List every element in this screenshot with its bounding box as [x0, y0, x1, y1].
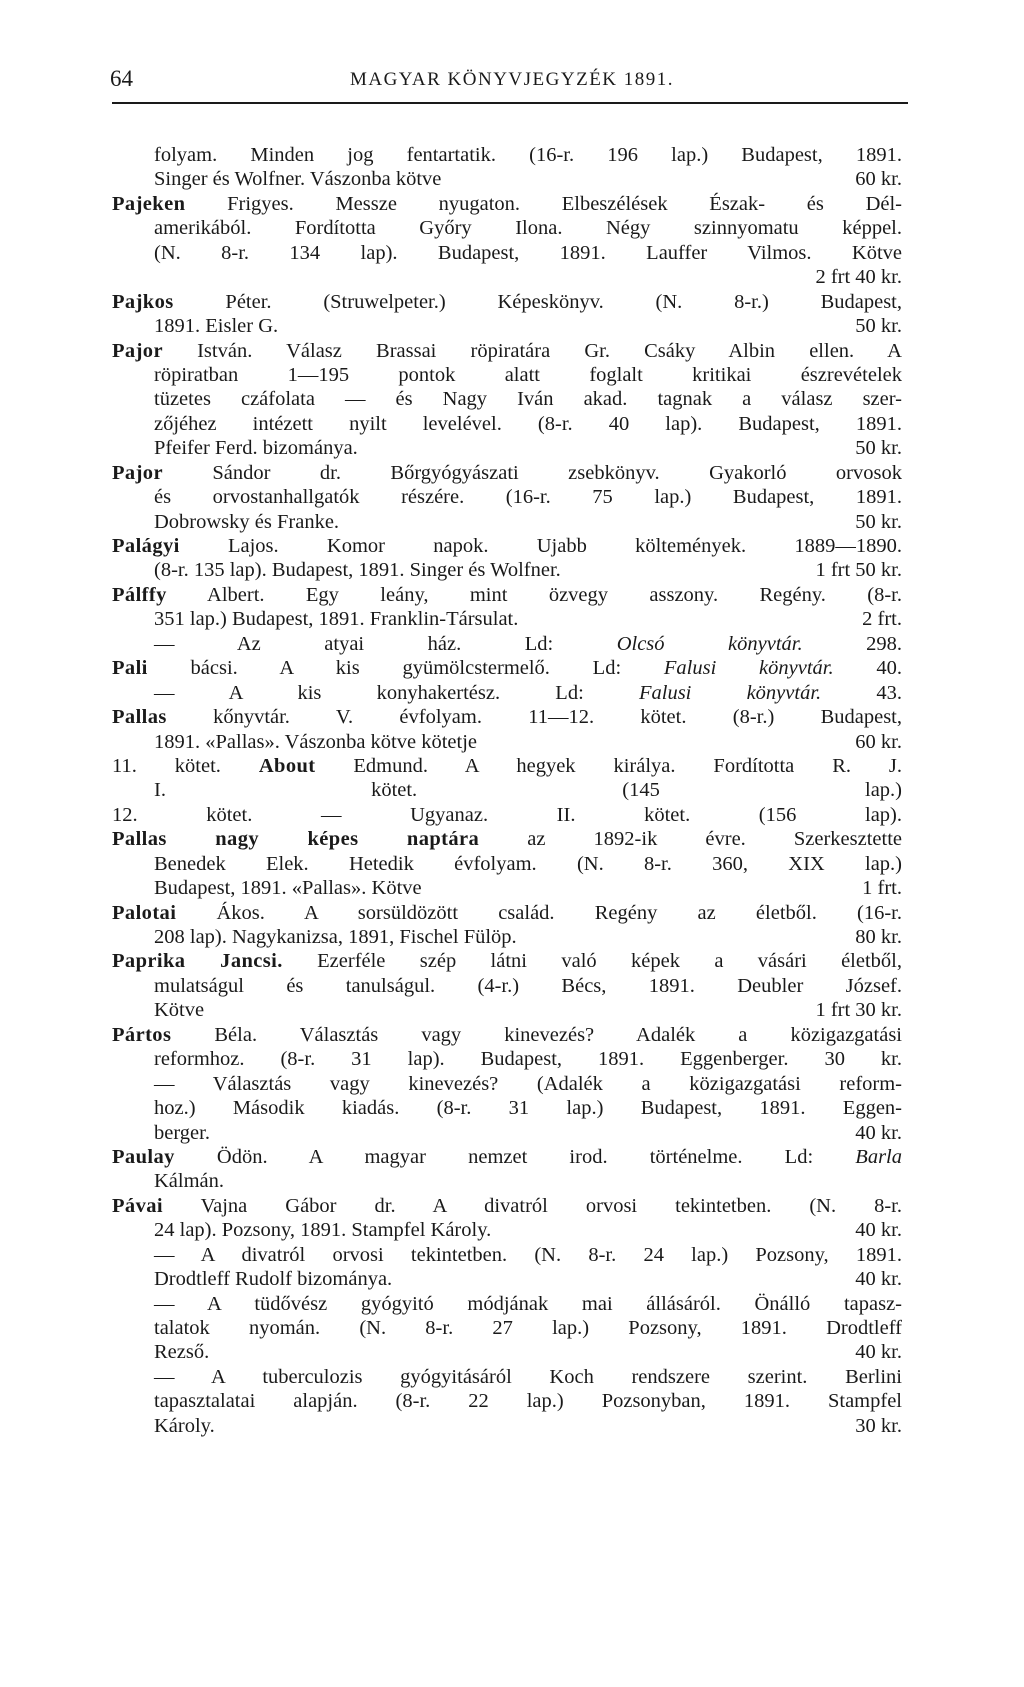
entry-text: Sándor dr. Bőrgyógyászati zsebkönyv. Gyakorló orvosok: [162, 461, 902, 484]
entry-text: 43.: [821, 681, 902, 704]
entry-text: tapasztalatai alapján. (8-r. 22 lap.) Pozsonyban, 1891. Stampfel: [154, 1390, 902, 1413]
entry-line: [154, 607, 902, 631]
price: 40 kr.: [855, 1341, 902, 1364]
entry-lead-word: Paprika Jancsi.: [112, 950, 283, 973]
series-title: Olcsó könyvtár.: [616, 632, 803, 655]
entry-lead-word: Pártos: [112, 1023, 172, 1046]
entry-text: Frigyes. Messze nyugaton. Elbeszélések Észak- és Dél-: [185, 192, 902, 215]
entry-line: [112, 339, 902, 363]
entry-line: [154, 778, 902, 802]
entry-text: Ezerféle szép látni való képek a vásári életből,: [282, 950, 902, 973]
entry-lead-word: Paulay: [112, 1145, 175, 1168]
entry-text: 40.: [833, 657, 902, 680]
entry-lead-word: Pálffy: [112, 583, 167, 606]
entry-line: [154, 167, 902, 191]
entry-text: 298.: [802, 632, 903, 655]
entry-line: [154, 510, 902, 534]
entry-line: [112, 583, 902, 607]
entry-line: [154, 1243, 902, 1267]
bibliography-entries: [112, 143, 902, 1438]
entry-text: 1891. Eisler G.: [154, 315, 279, 338]
entry-line: [154, 412, 902, 436]
entry-line: [154, 241, 902, 265]
entry-line: [154, 1414, 902, 1438]
price: 1 frt 50 kr.: [815, 559, 902, 582]
entry-line: [154, 1267, 902, 1291]
entry-line: [112, 534, 902, 558]
entry-line: [112, 656, 902, 680]
entry-line: [112, 754, 902, 778]
price: 1 frt.: [862, 877, 902, 900]
entry-lead-word: Palágyi: [112, 535, 180, 557]
entry-text: István. Válasz Brassai röpiratára Gr. Csáky Albin ellen. A: [162, 339, 902, 362]
entry-text: Drodtleff Rudolf bizománya.: [154, 1268, 393, 1291]
entry-text: — Választás vagy kinevezés? (Adalék a közigazgatási reform-: [154, 1072, 902, 1095]
header-rule: [112, 102, 908, 104]
page-number: 64: [110, 66, 133, 91]
entry-line: [112, 803, 902, 827]
entry-line: [154, 558, 902, 582]
entry-line: [154, 265, 902, 289]
entry-line: [154, 216, 902, 240]
running-title: MAGYAR KÖNYVJEGYZÉK 1891.: [349, 69, 675, 90]
entry-text: Edmund. A hegyek királya. Fordította R. J.: [315, 754, 903, 777]
entry-line: [112, 949, 902, 973]
entry-line: [154, 1072, 902, 1096]
entry-line: [112, 827, 902, 851]
entry-lead-word: Pali: [112, 657, 148, 680]
entry-lead-word: Pallas: [112, 706, 167, 729]
entry-line: [112, 901, 902, 925]
entry-line: [154, 730, 902, 754]
entry-line: [154, 1292, 902, 1316]
entry-lead-word: About: [258, 754, 316, 777]
entry-text: amerikából. Fordította Győry Ilona. Négy szinnyomatu képpel.: [154, 217, 902, 240]
entry-text: Vajna Gábor dr. A divatról orvosi tekintetben. (N. 8-r.: [162, 1194, 902, 1217]
entry-text: 208 lap). Nagykanizsa, 1891, Fischel Fülöp.: [154, 926, 517, 948]
entry-text: Pfeifer Ferd. bizománya.: [154, 437, 358, 460]
entry-text: Benedek Elek. Hetedik évfolyam. (N. 8-r. 360, XIX lap.): [154, 852, 902, 875]
entry-text: talatok nyomán. (N. 8-r. 27 lap.) Pozsony, 1891. Drodtleff: [154, 1317, 902, 1339]
entry-line: [154, 436, 902, 460]
entry-text: bácsi. A kis gyümölcstermelő. Ld:: [147, 657, 664, 680]
entry-text: 11. kötet.: [112, 754, 259, 777]
entry-text: az 1892-ik évre. Szerkesztette: [479, 828, 903, 851]
entry-line: [112, 1194, 902, 1218]
entry-line: [154, 925, 902, 949]
entry-text: 12. kötet. — Ugyanaz. II. kötet. (156 lap).: [112, 803, 902, 826]
entry-lead-word: Palotai: [112, 901, 177, 924]
entry-text: 24 lap). Pozsony, 1891. Stampfel Károly.: [154, 1219, 492, 1242]
entry-text: — A kis konyhakertész. Ld:: [154, 681, 639, 704]
entry-text: Kötve: [154, 999, 205, 1022]
entry-text: (N. 8-r. 134 lap). Budapest, 1891. Lauffer Vilmos. Kötve: [154, 241, 902, 264]
page-header: [0, 0, 1024, 110]
entry-line: [112, 705, 902, 729]
entry-line: [154, 363, 902, 387]
price: 1 frt 30 kr.: [815, 999, 902, 1022]
price: 60 kr.: [855, 730, 902, 753]
entry-text: Albert. Egy leány, mint özvegy asszony. Regény. (8-r.: [166, 583, 902, 606]
entry-line: [154, 1218, 902, 1242]
entry-line: [112, 1145, 902, 1169]
entry-text: Ödön. A magyar nemzet irod. történelme. Ld:: [174, 1145, 856, 1168]
price: 60 kr.: [855, 168, 902, 191]
entry-text: röpiratban 1—195 pontok alatt foglalt kritikai észrevételek: [154, 363, 902, 386]
series-title: Barla: [855, 1145, 902, 1168]
entry-text: folyam. Minden jog fentartatik. (16-r. 196 lap.) Budapest, 1891.: [154, 144, 902, 166]
price: 50 kr.: [855, 510, 902, 533]
entry-text: Ákos. A sorsüldözött család. Regény az életből. (16-r.: [176, 901, 902, 924]
entry-lead-word: Pajkos: [112, 290, 174, 313]
entry-text: 1891. «Pallas». Vászonba kötve kötetje: [154, 730, 478, 753]
entry-text: — A tüdővész gyógyitó módjának mai állásáról. Önálló tapasz-: [154, 1292, 902, 1315]
entry-lead-word: Pajeken: [112, 192, 186, 215]
entry-line: [154, 1340, 902, 1364]
entry-line: [112, 192, 902, 216]
entry-text: mulatságul és tanulságul. (4-r.) Bécs, 1891. Deubler József.: [154, 974, 902, 997]
entry-line: [154, 681, 902, 705]
price: 40 kr.: [855, 1219, 902, 1242]
entry-line: [154, 876, 902, 900]
price: 30 kr.: [855, 1414, 902, 1437]
entry-lead-word: Pávai: [112, 1194, 163, 1217]
entry-text: tüzetes czáfolata — és Nagy Iván akad. tagnak a válasz szer-: [154, 388, 902, 411]
entry-line: [154, 1096, 902, 1120]
entry-text: Lajos. Komor napok. Ujabb költemények. 1889—1890.: [179, 535, 902, 557]
entry-line: [154, 143, 902, 167]
entry-text: Dobrowsky és Franke.: [154, 510, 340, 533]
entry-text: berger.: [154, 1121, 210, 1144]
entry-line: [154, 1169, 902, 1193]
entry-line: [154, 1121, 902, 1145]
entry-line: [112, 290, 902, 314]
entry-line: [154, 1365, 902, 1389]
entry-text: és orvostanhallgatók részére. (16-r. 75 lap.) Budapest, 1891.: [154, 486, 902, 509]
entry-line: [154, 974, 902, 998]
entry-line: [154, 632, 902, 656]
entry-text: kőnyvtár. V. évfolyam. 11—12. kötet. (8-r.) Budapest,: [166, 706, 902, 729]
entry-line: [154, 485, 902, 509]
entry-text: — A divatról orvosi tekintetben. (N. 8-r. 24 lap.) Pozsony, 1891.: [154, 1243, 902, 1266]
price: 40 kr.: [855, 1268, 902, 1291]
entry-text: Péter. (Struwelpeter.) Képeskönyv. (N. 8-r.) Budapest,: [173, 290, 902, 313]
entry-line: [112, 1023, 902, 1047]
entry-line: [154, 1047, 902, 1071]
price: 2 frt.: [862, 608, 902, 631]
price: 80 kr.: [855, 926, 902, 948]
entry-text: Kálmán.: [154, 1170, 225, 1193]
entry-lead-word: Pallas nagy képes naptára: [112, 828, 480, 851]
entry-lead-word: Pajor: [112, 339, 163, 362]
series-title: Falusi könyvtár.: [663, 657, 834, 680]
entry-text: I. kötet. (145 lap.): [154, 779, 902, 802]
price: 40 kr.: [855, 1121, 902, 1144]
entry-text: (8-r. 135 lap). Budapest, 1891. Singer és Wolfner.: [154, 559, 561, 582]
entry-text: hoz.) Második kiadás. (8-r. 31 lap.) Budapest, 1891. Eggen-: [154, 1097, 902, 1120]
series-title: Falusi könyvtár.: [638, 681, 822, 704]
entry-line: [154, 852, 902, 876]
entry-line: [154, 314, 902, 338]
entry-lead-word: Pajor: [112, 461, 163, 484]
entry-line: [154, 387, 902, 411]
entry-line: [154, 998, 902, 1022]
price: 50 kr.: [855, 315, 902, 338]
entry-text: Budapest, 1891. «Pallas». Kötve: [154, 877, 422, 900]
entry-line: [112, 461, 902, 485]
entry-line: [154, 1316, 902, 1340]
entry-line: [154, 1389, 902, 1413]
entry-text: Károly.: [154, 1414, 215, 1437]
entry-text: zőjéhez intézett nyilt levelével. (8-r. 40 lap). Budapest, 1891.: [154, 412, 902, 435]
entry-text: 351 lap.) Budapest, 1891. Franklin-Társulat.: [154, 608, 519, 631]
entry-text: Béla. Választás vagy kinevezés? Adalék a közigazgatási: [171, 1023, 902, 1046]
entry-text: — A tuberculozis gyógyitásáról Koch rendszere szerint. Berlini: [154, 1365, 902, 1388]
entry-text: reformhoz. (8-r. 31 lap). Budapest, 1891. Eggenberger. 30 kr.: [154, 1048, 902, 1071]
entry-text: — Az atyai ház. Ld:: [154, 632, 617, 655]
entry-text: Rezső.: [154, 1341, 210, 1364]
entry-text: Singer és Wolfner. Vászonba kötve: [154, 168, 442, 191]
price: 2 frt 40 kr.: [815, 266, 902, 289]
price: 50 kr.: [855, 437, 902, 460]
